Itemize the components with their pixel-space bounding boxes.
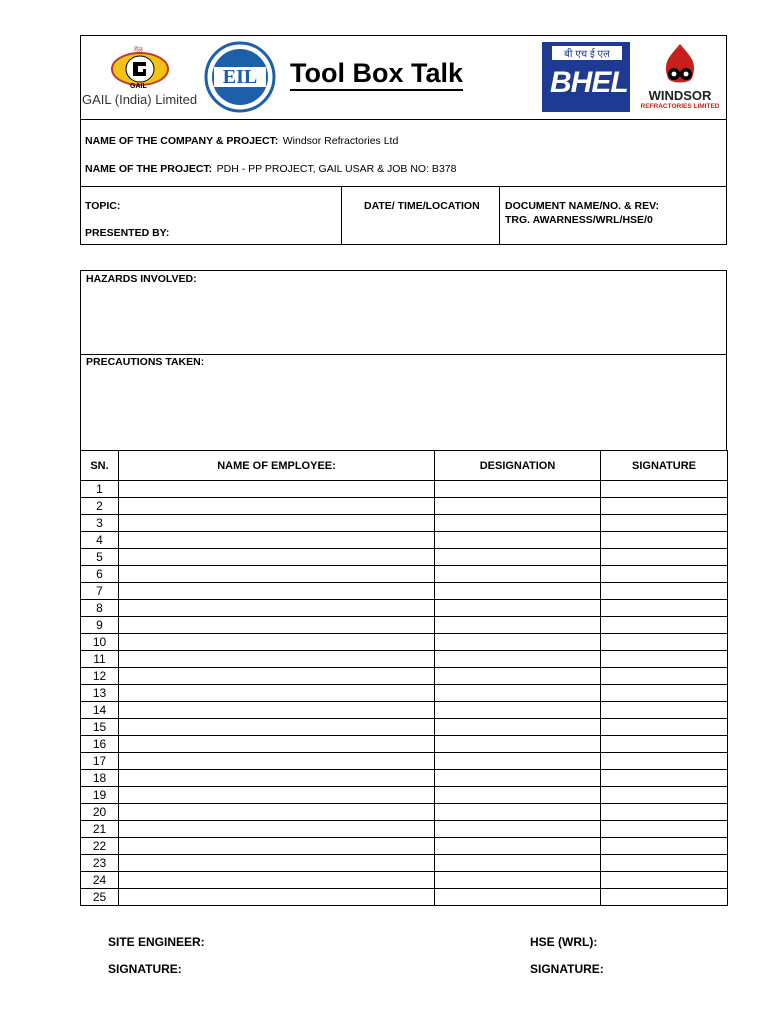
table-row [81, 481, 728, 498]
table-row [81, 838, 728, 855]
page-title: Tool Box Talk [290, 58, 463, 91]
row-sn: 10 [81, 634, 119, 651]
name-cell[interactable] [119, 515, 435, 532]
row-sn: 9 [81, 617, 119, 634]
name-cell[interactable] [119, 872, 435, 889]
project-label: NAME OF THE PROJECT: [85, 163, 213, 175]
windsor-sub: REFRACTORIES LIMITED [640, 103, 720, 110]
employee-table [80, 450, 728, 906]
table-row [81, 515, 728, 532]
designation-cell[interactable] [435, 515, 601, 532]
col-sn-header: SN. [81, 451, 119, 481]
designation-cell[interactable] [435, 838, 601, 855]
signature-cell[interactable] [601, 617, 728, 634]
divider [80, 186, 726, 187]
signature-cell[interactable] [601, 872, 728, 889]
designation-cell[interactable] [435, 736, 601, 753]
name-cell[interactable] [119, 719, 435, 736]
table-row [81, 600, 728, 617]
table-row [81, 821, 728, 838]
doc-label: DOCUMENT NAME/NO. & REV: [505, 200, 660, 212]
gail-logo [105, 48, 175, 93]
name-cell[interactable] [119, 634, 435, 651]
designation-cell[interactable] [435, 566, 601, 583]
designation-cell[interactable] [435, 889, 601, 906]
name-cell[interactable] [119, 651, 435, 668]
project-value: PDH - PP PROJECT, GAIL USAR & JOB NO: B378 [216, 163, 457, 175]
windsor-logo [640, 42, 720, 114]
designation-cell[interactable] [435, 685, 601, 702]
row-sn: 14 [81, 702, 119, 719]
table-row [81, 617, 728, 634]
vline [499, 186, 500, 244]
signature-cell[interactable] [601, 753, 728, 770]
designation-cell[interactable] [435, 702, 601, 719]
name-cell[interactable] [119, 821, 435, 838]
col-name-header: NAME OF EMPLOYEE: [119, 451, 435, 481]
signature-cell[interactable] [601, 481, 728, 498]
table-row [81, 651, 728, 668]
flame-icon [640, 42, 720, 92]
name-cell[interactable] [119, 804, 435, 821]
name-cell[interactable] [119, 498, 435, 515]
signature-cell[interactable] [601, 770, 728, 787]
name-cell[interactable] [119, 583, 435, 600]
signature-cell[interactable] [601, 634, 728, 651]
name-cell[interactable] [119, 787, 435, 804]
table-row [81, 872, 728, 889]
site-signature-label: SIGNATURE: [108, 962, 182, 976]
signature-cell[interactable] [601, 685, 728, 702]
row-sn: 22 [81, 838, 119, 855]
table-row [81, 498, 728, 515]
row-sn: 21 [81, 821, 119, 838]
designation-cell[interactable] [435, 668, 601, 685]
bhel-mark: BHEL [550, 66, 628, 99]
row-sn: 20 [81, 804, 119, 821]
name-cell[interactable] [119, 855, 435, 872]
row-sn: 18 [81, 770, 119, 787]
row-sn: 6 [81, 566, 119, 583]
table-row [81, 549, 728, 566]
gail-company-name: GAIL (India) Limited [82, 92, 198, 107]
designation-cell[interactable] [435, 634, 601, 651]
signature-cell[interactable] [601, 549, 728, 566]
name-cell[interactable] [119, 600, 435, 617]
table-row [81, 668, 728, 685]
topic-label: TOPIC: [85, 200, 121, 212]
table-row [81, 855, 728, 872]
row-sn: 24 [81, 872, 119, 889]
table-row [81, 566, 728, 583]
divider [80, 119, 726, 120]
name-cell[interactable] [119, 532, 435, 549]
signature-cell[interactable] [601, 566, 728, 583]
name-cell[interactable] [119, 736, 435, 753]
precautions-label[interactable]: PRECAUTIONS TAKEN: [86, 356, 205, 368]
precautions-box [80, 354, 727, 451]
signature-cell[interactable] [601, 668, 728, 685]
table-row [81, 753, 728, 770]
table-row [81, 583, 728, 600]
name-cell[interactable] [119, 685, 435, 702]
site-engineer-label: SITE ENGINEER: [108, 935, 205, 949]
signature-cell[interactable] [601, 804, 728, 821]
row-sn: 19 [81, 787, 119, 804]
row-sn: 13 [81, 685, 119, 702]
datetime-label: DATE/ TIME/LOCATION [364, 200, 480, 212]
signature-cell[interactable] [601, 515, 728, 532]
signature-cell[interactable] [601, 600, 728, 617]
row-sn: 7 [81, 583, 119, 600]
row-sn: 5 [81, 549, 119, 566]
eil-mark: EIL [222, 66, 258, 88]
company-label: NAME OF THE COMPANY & PROJECT: [85, 135, 279, 147]
hse-signature-label: SIGNATURE: [530, 962, 604, 976]
presented-by-label: PRESENTED BY: [85, 227, 170, 239]
project-row [85, 159, 456, 177]
designation-cell[interactable] [435, 770, 601, 787]
windsor-name: WINDSOR [648, 88, 712, 103]
designation-cell[interactable] [435, 481, 601, 498]
bhel-logo [542, 42, 630, 112]
table-header-row [81, 451, 728, 481]
row-sn: 8 [81, 600, 119, 617]
name-cell[interactable] [119, 481, 435, 498]
name-cell[interactable] [119, 770, 435, 787]
table-row [81, 804, 728, 821]
designation-cell[interactable] [435, 787, 601, 804]
table-row [81, 736, 728, 753]
company-value: Windsor Refractories Ltd [282, 135, 399, 147]
name-cell[interactable] [119, 668, 435, 685]
signature-cell[interactable] [601, 821, 728, 838]
designation-cell[interactable] [435, 872, 601, 889]
row-sn: 4 [81, 532, 119, 549]
designation-cell[interactable] [435, 821, 601, 838]
signature-cell[interactable] [601, 702, 728, 719]
designation-cell[interactable] [435, 804, 601, 821]
table-row [81, 719, 728, 736]
row-sn: 15 [81, 719, 119, 736]
row-sn: 16 [81, 736, 119, 753]
designation-cell[interactable] [435, 600, 601, 617]
hse-label: HSE (WRL): [530, 935, 598, 949]
table-row [81, 634, 728, 651]
employee-table-body [81, 481, 728, 906]
table-row [81, 787, 728, 804]
row-sn: 25 [81, 889, 119, 906]
name-cell[interactable] [119, 838, 435, 855]
designation-cell[interactable] [435, 549, 601, 566]
name-cell[interactable] [119, 617, 435, 634]
designation-cell[interactable] [435, 651, 601, 668]
bhel-hindi: बी एच ई एल [552, 46, 622, 60]
signature-cell[interactable] [601, 736, 728, 753]
table-row [81, 532, 728, 549]
signature-cell[interactable] [601, 532, 728, 549]
table-row [81, 702, 728, 719]
signature-cell[interactable] [601, 838, 728, 855]
row-sn: 3 [81, 515, 119, 532]
designation-cell[interactable] [435, 498, 601, 515]
signature-cell[interactable] [601, 787, 728, 804]
signature-cell[interactable] [601, 719, 728, 736]
name-cell[interactable] [119, 549, 435, 566]
row-sn: 12 [81, 668, 119, 685]
table-row [81, 889, 728, 906]
signature-cell[interactable] [601, 498, 728, 515]
designation-cell[interactable] [435, 617, 601, 634]
designation-cell[interactable] [435, 532, 601, 549]
row-sn: 17 [81, 753, 119, 770]
table-row [81, 685, 728, 702]
row-sn: 23 [81, 855, 119, 872]
designation-cell[interactable] [435, 719, 601, 736]
eil-logo [202, 41, 278, 113]
name-cell[interactable] [119, 566, 435, 583]
name-cell[interactable] [119, 702, 435, 719]
name-cell[interactable] [119, 753, 435, 770]
row-sn: 2 [81, 498, 119, 515]
designation-cell[interactable] [435, 855, 601, 872]
signature-cell[interactable] [601, 583, 728, 600]
company-row [85, 131, 398, 149]
designation-cell[interactable] [435, 753, 601, 770]
col-designation-header: DESIGNATION [435, 451, 601, 481]
table-row [81, 770, 728, 787]
hazards-label[interactable]: HAZARDS INVOLVED: [86, 273, 197, 285]
gail-mark: GAIL [130, 83, 147, 90]
name-cell[interactable] [119, 889, 435, 906]
signature-cell[interactable] [601, 855, 728, 872]
designation-cell[interactable] [435, 583, 601, 600]
col-signature-header: SIGNATURE [601, 451, 728, 481]
gail-hindi: गेल [134, 47, 143, 54]
doc-value: TRG. AWARNESS/WRL/HSE/0 [505, 214, 653, 226]
row-sn: 1 [81, 481, 119, 498]
row-sn: 11 [81, 651, 119, 668]
signature-cell[interactable] [601, 651, 728, 668]
signature-cell[interactable] [601, 889, 728, 906]
vline [341, 186, 342, 244]
